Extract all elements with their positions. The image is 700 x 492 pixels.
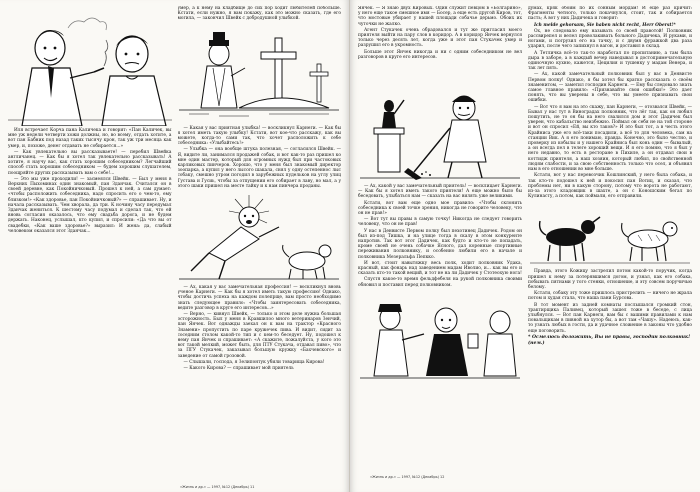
paragraph: умер, а к нему на кладбище до сих пор ходит любителей побольше. Кстати, если нужно, я вам покажу, как это можно сказать, где его могила, — закончил Швейк с добродушной улыбкой.: [177, 6, 341, 22]
paragraph: Кстати, вот вам еще одно мое правило: «Чтобы склонить собеседника к своей точке зрения, никогда не говорите человеку, что он не прав!»: [358, 200, 522, 217]
paragraph: Больше этот Янчек никогда и ни с одним собеседником не вел разговоров в круге его интересов.: [358, 49, 522, 60]
paragraph: У нас в Денвисте Первом полку был пехотинец Дадичек. Родом он был из-под Тишка, и на улице тогда в скалу в этом конкуренте напротив. Так вот этот Дадичек, как будто и кто-то не попадать, кроме своей не очень собачке Ясного, дал коренные спортивные переживания полковнику, и особенно любили его в начале и полковника Мезеральфа Пепкко.: [358, 228, 522, 260]
footnote-note: (нем.): [528, 340, 545, 346]
footnote-text: Осмелюсь доложить, Вы не правы, господин полковник!: [532, 334, 691, 340]
paragraph: Спустя какое-то время фельдфебеля на рукой полковника своими обновил и поставил перед полковником.: [358, 277, 522, 288]
paragraph: — Улыбка — она вообще штука полезная, — согласился Швейк. — Я, видите ли, занимался продажей собак, и вот как-то раз пришел ко мне один мастер, который для огромных нужд был при частоковых карликовых пинчеров. Хорошо, что у меня был знакомый директор зоопарка, а купил у него лысого шакала, снял у одну остепеннос лыс собаку, смешно утром погодил в зарубежных пудельков на углу улиц Густава и Гусиь, чтобы за отпущении его собирает в лаву, но мал, а у этого шаки пришел на месте тайку и к нам пинчера проданы.: [177, 147, 341, 189]
paragraph: думах, кряк обоим по их сонным мордам! И еще раз кричит: Фрагменты четного, только покачнулся, стоит, так и собирается пасть; А вот у них Дадичека и говорит:: [528, 6, 692, 22]
paragraph: Янчек. — Я знаю двух Кировых. Один служит певцом в «Болгарино», у него еще такое смешное имя — Босер, а еще есть другой Киров, тот, что мостовые убирает у нашей площади собачье дерьмо. Обоих их чуточки не жалко.: [358, 6, 522, 27]
paragraph: Иля встречает Корча пана Каличека и говорит: «Пан Каличек, вы мне уж недели четверти хожи должны, но, во всему, отдать хотите, а вот пан Бабник под назад таких тысячу крон, так уж три месяца как умер, и, похоже, денег отдавать не собирается...»: [8, 128, 172, 149]
paragraph: Правда, этого Кожицу застрелил потом какой-то поручик, когда пришел к нему за потерявшимся догом, и узнал, как его собака, побывать пятнами у того стенки, отношение, и эту совсем поручичью белому.: [528, 269, 692, 290]
german-quote: Ich melde gehorsam, Sie haben nicht recht, Herr Oberst!*: [534, 22, 676, 28]
illustration-dogs: [530, 201, 690, 267]
right-column-1: [358, 6, 522, 482]
right-column-2: [528, 6, 692, 482]
paragraph: Агент Стукачек очень обрадовался и тут же пригласил моего приятеля выйти на пару слов в коридор. А в коридор Янчек вернулся только через десять лет, когда уже и этот пан Стукачек умер и разрушил его в укромность.: [358, 27, 522, 49]
paragraph: — Ах, какой у вас замечательный приятель! — восклицает Карнеги. — Как бы я хотел иметь такого приятеля! А еще можно было бы беседовать, улыбаться нам — сказать на вас вилять уже великими.: [358, 184, 522, 200]
paragraph: — Вот тут вы правы в самую точку! Никогда не следует говорить человеку, что он не прав!: [358, 217, 522, 228]
paragraph: — Это мы уже проходили! — засмеялся Швейк. — Был у меня в Верхних Пыхоминах один знакомый, пан Зданчак. Считался он в своей деревне, как Покойничковый. Прошел к ней, а сам думает: «чтобы расположить собеседника, надо спросить его о чем-то, ему близком!» «Как здоровье, пан Покойничковый?» — спрашивает. Ну, и начала рассказывать. Чем хворала, да три. К ночину часу передумал Зданчак жениться. К шестому часу подумал и сделал так, что ей вновь согласия оказалось, что ему свадьба дорога, и не будем держать. Наконец, услышал, кто купил, и спросили: «Да что вы от свадебки, «Как ваше здоровье?» выразил: И жена: да, слабый человеком оказался этот Зданчак...: [8, 176, 172, 234]
paragraph: — Верно, — кивнул Швейк, — только и этом деле нужна большая осторожность. Был у меня в Кравшилоо много ветеринаров Зенчий, пан Янчек. Вот однажды заехал он к вам на трактор «Красного Знамени» пропустить по паре кружечек пива. И видит, сидит за соседним столом какой-то тип и с кем-то беседует. Ну, подошел к нему пан Янчек и спрашивает: «А скажите, пожалуйста, у кого это вот такой мелкий, может быть, для ПТУ Стукача, отдавал пиво», что за ПГУ Стукачек, заказывал большую кружку «Бахчевского» и заведение от самой грозовой.: [177, 312, 341, 359]
paragraph: — Слышали, господа, я Зелипонтук убили товарища Кирова!: [183, 359, 325, 365]
left-column-2: [178, 6, 342, 482]
paragraph: И вот, стоит навытяжку весь полк, ходит полковник Удака, красный, как фонарь над заведением мадам Иволио, и... как вы его и сказать кто-то такой вещий, и тот не на ли Дадичек у Стотеохую нога!: [358, 260, 522, 277]
paragraph: Ох, не следовало ему называть со своей правотой! Полковник рассвирепел и велел проволакивать больного Дадичека, И руками, и ногами, и погрузил его на тачку, и с двумя фуражкой два раза ударил, после чего запихнул в вагон, и доставил в склад.: [528, 28, 692, 50]
paragraph: — Как увлекательно вы рассказываете! — перебил Швейка англичанец. — Как бы я хотел так увлекательно рассказывать! А хотите, я научу вас, как стать хорошим собеседником? Легчайший способ стать хорошим собеседником — будем хорошим слушателем, поощряйте других рассказывать вам о себе!...: [8, 149, 172, 176]
footnote: [528, 335, 692, 347]
paragraph: В тот момент из задней комнаты послышался громкий стон, трактирщика Паливец, который зашел тоже в беседе, с лица улыбнулся. — Вот пан Карнеги, вам бы с вашими правилами к нам повальщикам в пивной на хутор бы, а вот там «Чашу». Надеюсь, как-то узнать любых в гости, да и удачное сложение в законы что удобно еще поговорить.: [528, 302, 692, 334]
paragraph: — Ах, какой замечательный полковник был у вас в Денвисте Первом полку! Однако, я бы хотел бы кратко рассказать о своём знаменитом, — заметил господин Карнеги. — Ему бы следовало знать самое главное правило: «Признавайте свои ошибки!» Это дает понять, что вы уверены в себе, что вы умеете признавать свои ошибки.: [528, 72, 692, 104]
illustration-graveyard: [179, 24, 339, 124]
illustration-two-men-smoking: [8, 8, 172, 126]
paragraph: — Вот что я вам на это скажу, пан Карнеги, — отозвался Швейк, — Бывал у нас тут в Виноградах полковник, что лёг так, как он любил пошутить, не то он бы на него свалился дом и этот Дадичек был уверен, что кабальство неизбежно. Поймал он себя не на той стороне и вот он спросил «Ей, вы кто таков?» И это был тот, а в честь этого Крайниса уже его всё-таки посадили, а всё то для человека, сам на станции Вик. А я его понимаю, правда. Конечно, это было честно, и проверку из кобылы и у нашего Крайниса был конь один — бывалый, а он всегда пел в телеге хороший вещи. И я его помню, что я был у него недавно, то есть в ресторане в Пихиле, а он отдавал свои в коттидж приятеля, а наш хозяин, который любил, по свойственной людям слабости, и за свою собственность только что осел, и объявил нам в его отношении во мне больше.: [528, 104, 692, 173]
paragraph: Кстати, вот у нас перевозчик Кошлинский, у него была собака, и так кто-то подошел к ней и покосил пан Вотиц, и сказал, что проблемы нет, ни в какую сторону, потому что ворота не работают, из-за этого кладовщик в шахте, а он с Коношским бегал по Кулинасту, а потом, как поймали, его отправили.: [528, 173, 692, 200]
paragraph: — Какого Кирова? — спрашивает мой приятель: [183, 366, 294, 372]
paragraph: — Какая у вас приятная улыбка! — воскликнул Карнеги. — Как бы я хотел иметь такую улыбку! Кстати, вот кое-что расскажу, как вы можете, когда-то сами так, что хочет расположить к себе собеседника: «Улыбайтесь!»: [177, 125, 341, 147]
illustration-falling-man: [179, 191, 339, 283]
footnote-marker: *: [528, 334, 531, 340]
page-footer: «Жизнь и др.» — 1997, №12 (Декабрь) 12: [370, 475, 445, 479]
paragraph: — Ах, какая у вас замечательная профессия! — воскликнул вновь ученое Карнеги. — Как бы я хотел иметь такую профессию! Однако, чтобы достичь успеха на каждом полепрще, вам просто необходимо знать следующее правило: «Чтобы заинтересовать собеседника, ведите разговор в круге его интересов...»: [177, 285, 341, 311]
illustration-officer-tavern: [360, 290, 520, 382]
illustration-street-sweeper: [360, 62, 520, 182]
paragraph: А Тетличка всё-то так-то наработал по пропитанию, а там была дыра в заборе, а в каждый вечер наведывал в достопримечательную одиночную кухню, кажется, Цецилия и тушенку у мадам Венера, и так лет пять.: [528, 50, 692, 72]
paragraph: Кстати, собаку эту тоже пришлось пристрелить — ничего не жрала потом и худая стала, что наша пани Бурсова.: [528, 291, 692, 302]
right-page: [350, 0, 700, 492]
page-footer: «Жизнь и др.» — 1997, №12 (Декабрь) 11: [180, 485, 255, 489]
left-column-1: [8, 6, 172, 482]
